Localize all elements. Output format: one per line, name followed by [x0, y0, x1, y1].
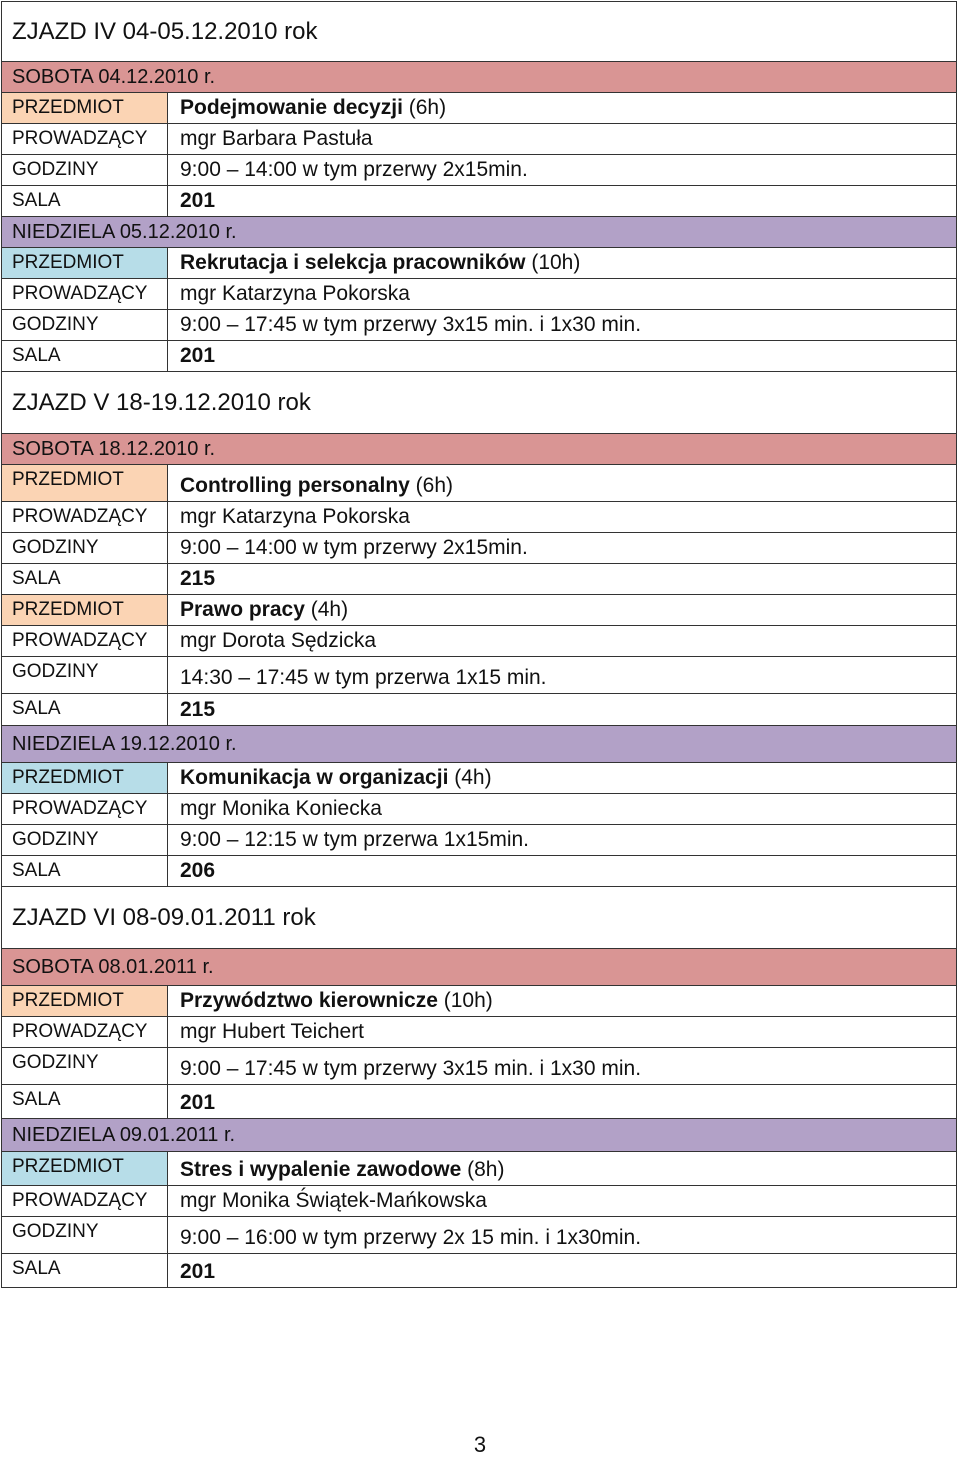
saturday-header: SOBOTA 18.12.2010 r.: [2, 434, 956, 465]
teacher-value: mgr Dorota Sędzicka: [180, 629, 377, 652]
subject-label: PRZEDMIOT: [2, 93, 168, 123]
session-heading: ZJAZD VI 08-09.01.2011 rok: [2, 887, 956, 949]
subject-label: PRZEDMIOT: [2, 763, 168, 793]
hours-row: [2, 155, 956, 186]
room-value: [180, 698, 952, 722]
subject-duration: (4h): [304, 598, 349, 621]
page-number: 3: [473, 1432, 487, 1457]
hours-label: GODZINY: [2, 657, 168, 693]
sunday-header: NIEDZIELA 09.01.2011 r.: [2, 1119, 956, 1152]
teacher-label: PROWADZĄCY: [2, 794, 168, 824]
room-row: [2, 694, 956, 726]
subject-label: PRZEDMIOT: [2, 986, 168, 1016]
room-row: [2, 1254, 956, 1288]
room-value: [180, 859, 952, 883]
teacher-value: mgr Katarzyna Pokorska: [180, 505, 410, 528]
room-value: [180, 1091, 952, 1115]
subject-duration: (4h): [448, 766, 492, 789]
hours-row: [2, 310, 956, 341]
teacher-label: PROWADZĄCY: [2, 1017, 168, 1047]
teacher-label: PROWADZĄCY: [2, 1186, 168, 1216]
teacher-label: PROWADZĄCY: [2, 124, 168, 154]
teacher-row: [2, 279, 956, 310]
subject-value: [180, 251, 952, 275]
hours-label: GODZINY: [2, 155, 168, 185]
hours-row: [2, 533, 956, 564]
room-label: SALA: [2, 1254, 168, 1287]
subject-name: Rekrutacja i selekcja pracowników: [180, 251, 526, 274]
room-row: [2, 856, 956, 887]
teacher-row: [2, 1017, 956, 1048]
hours-row: [2, 657, 956, 694]
subject-label: PRZEDMIOT: [2, 595, 168, 625]
subject-row: [2, 248, 956, 279]
room-row: [2, 564, 956, 595]
room-label: SALA: [2, 694, 168, 725]
hours-row: [2, 825, 956, 856]
subject-row: [2, 1152, 956, 1186]
room-number: 201: [180, 344, 216, 367]
hours-value: 9:00 – 14:00 w tym przerwy 2x15min.: [180, 536, 528, 559]
subject-name: Podejmowanie decyzji: [180, 96, 403, 119]
teacher-row: [2, 502, 956, 533]
subject-label: PRZEDMIOT: [2, 248, 168, 278]
subject-row: [2, 93, 956, 124]
subject-name: Komunikacja w organizacji: [180, 766, 449, 789]
subject-value: [180, 1158, 952, 1182]
sunday-header: NIEDZIELA 19.12.2010 r.: [2, 726, 956, 763]
subject-value: [180, 989, 952, 1013]
hours-row: [2, 1048, 956, 1085]
subject-value: [180, 598, 952, 622]
room-label: SALA: [2, 1085, 168, 1118]
hours-label: GODZINY: [2, 1048, 168, 1084]
subject-duration: (6h): [402, 96, 447, 119]
saturday-header: SOBOTA 08.01.2011 r.: [2, 949, 956, 986]
subject-row: [2, 986, 956, 1017]
teacher-label: PROWADZĄCY: [2, 279, 168, 309]
room-row: [2, 1085, 956, 1119]
subject-name: Prawo pracy: [180, 598, 305, 621]
subject-duration: (6h): [409, 474, 454, 497]
room-number: 206: [180, 859, 216, 882]
teacher-value: mgr Barbara Pastuła: [180, 127, 373, 150]
hours-value: 9:00 – 17:45 w tym przerwy 3x15 min. i 1x30 min.: [180, 313, 642, 336]
subject-value: [180, 96, 952, 120]
room-number: 201: [180, 1091, 216, 1114]
hours-label: GODZINY: [2, 533, 168, 563]
subject-name: Przywództwo kierownicze: [180, 989, 438, 1012]
hours-value: 9:00 – 14:00 w tym przerwy 2x15min.: [180, 158, 528, 181]
teacher-label: PROWADZĄCY: [2, 626, 168, 656]
room-row: [2, 341, 956, 372]
hours-label: GODZINY: [2, 1217, 168, 1253]
teacher-value: mgr Monika Koniecka: [180, 797, 382, 820]
subject-row: [2, 763, 956, 794]
session-heading: ZJAZD IV 04-05.12.2010 rok: [2, 2, 956, 62]
sunday-header: NIEDZIELA 05.12.2010 r.: [2, 217, 956, 248]
schedule-table: [1, 1, 957, 1288]
subject-name: Stres i wypalenie zawodowe: [180, 1158, 462, 1181]
subject-duration: (10h): [525, 251, 581, 274]
room-label: SALA: [2, 341, 168, 371]
hours-row: [2, 1217, 956, 1254]
room-number: 215: [180, 567, 216, 590]
subject-label: PRZEDMIOT: [2, 1152, 168, 1185]
subject-label: PRZEDMIOT: [2, 465, 168, 501]
room-label: SALA: [2, 856, 168, 886]
room-number: 215: [180, 698, 216, 721]
subject-value: [180, 766, 952, 790]
hours-label: GODZINY: [2, 825, 168, 855]
subject-duration: (8h): [461, 1158, 505, 1181]
saturday-header: SOBOTA 04.12.2010 r.: [2, 62, 956, 93]
subject-name: Controlling personalny: [180, 474, 410, 497]
hours-value: 9:00 – 17:45 w tym przerwy 3x15 min. i 1x30 min.: [180, 1057, 642, 1080]
hours-label: GODZINY: [2, 310, 168, 340]
session-heading: ZJAZD V 18-19.12.2010 rok: [2, 372, 956, 434]
room-row: [2, 186, 956, 217]
hours-value: 14:30 – 17:45 w tym przerwa 1x15 min.: [180, 666, 547, 689]
teacher-row: [2, 794, 956, 825]
room-value: [180, 567, 952, 591]
hours-value: 9:00 – 16:00 w tym przerwy 2x 15 min. i 1x30min.: [180, 1226, 642, 1249]
teacher-row: [2, 626, 956, 657]
teacher-row: [2, 124, 956, 155]
teacher-value: mgr Katarzyna Pokorska: [180, 282, 410, 305]
room-number: 201: [180, 1260, 216, 1283]
room-label: SALA: [2, 186, 168, 216]
subject-value: [180, 474, 952, 498]
teacher-value: mgr Monika Świątek-Mańkowska: [180, 1189, 487, 1212]
room-value: [180, 1260, 952, 1284]
room-value: [180, 344, 952, 368]
room-value: [180, 189, 952, 213]
subject-row: [2, 595, 956, 626]
teacher-value: mgr Hubert Teichert: [180, 1020, 365, 1043]
teacher-label: PROWADZĄCY: [2, 502, 168, 532]
room-number: 201: [180, 189, 216, 212]
teacher-row: [2, 1186, 956, 1217]
subject-row: [2, 465, 956, 502]
subject-duration: (10h): [437, 989, 493, 1012]
hours-value: 9:00 – 12:15 w tym przerwa 1x15min.: [180, 828, 530, 851]
room-label: SALA: [2, 564, 168, 594]
